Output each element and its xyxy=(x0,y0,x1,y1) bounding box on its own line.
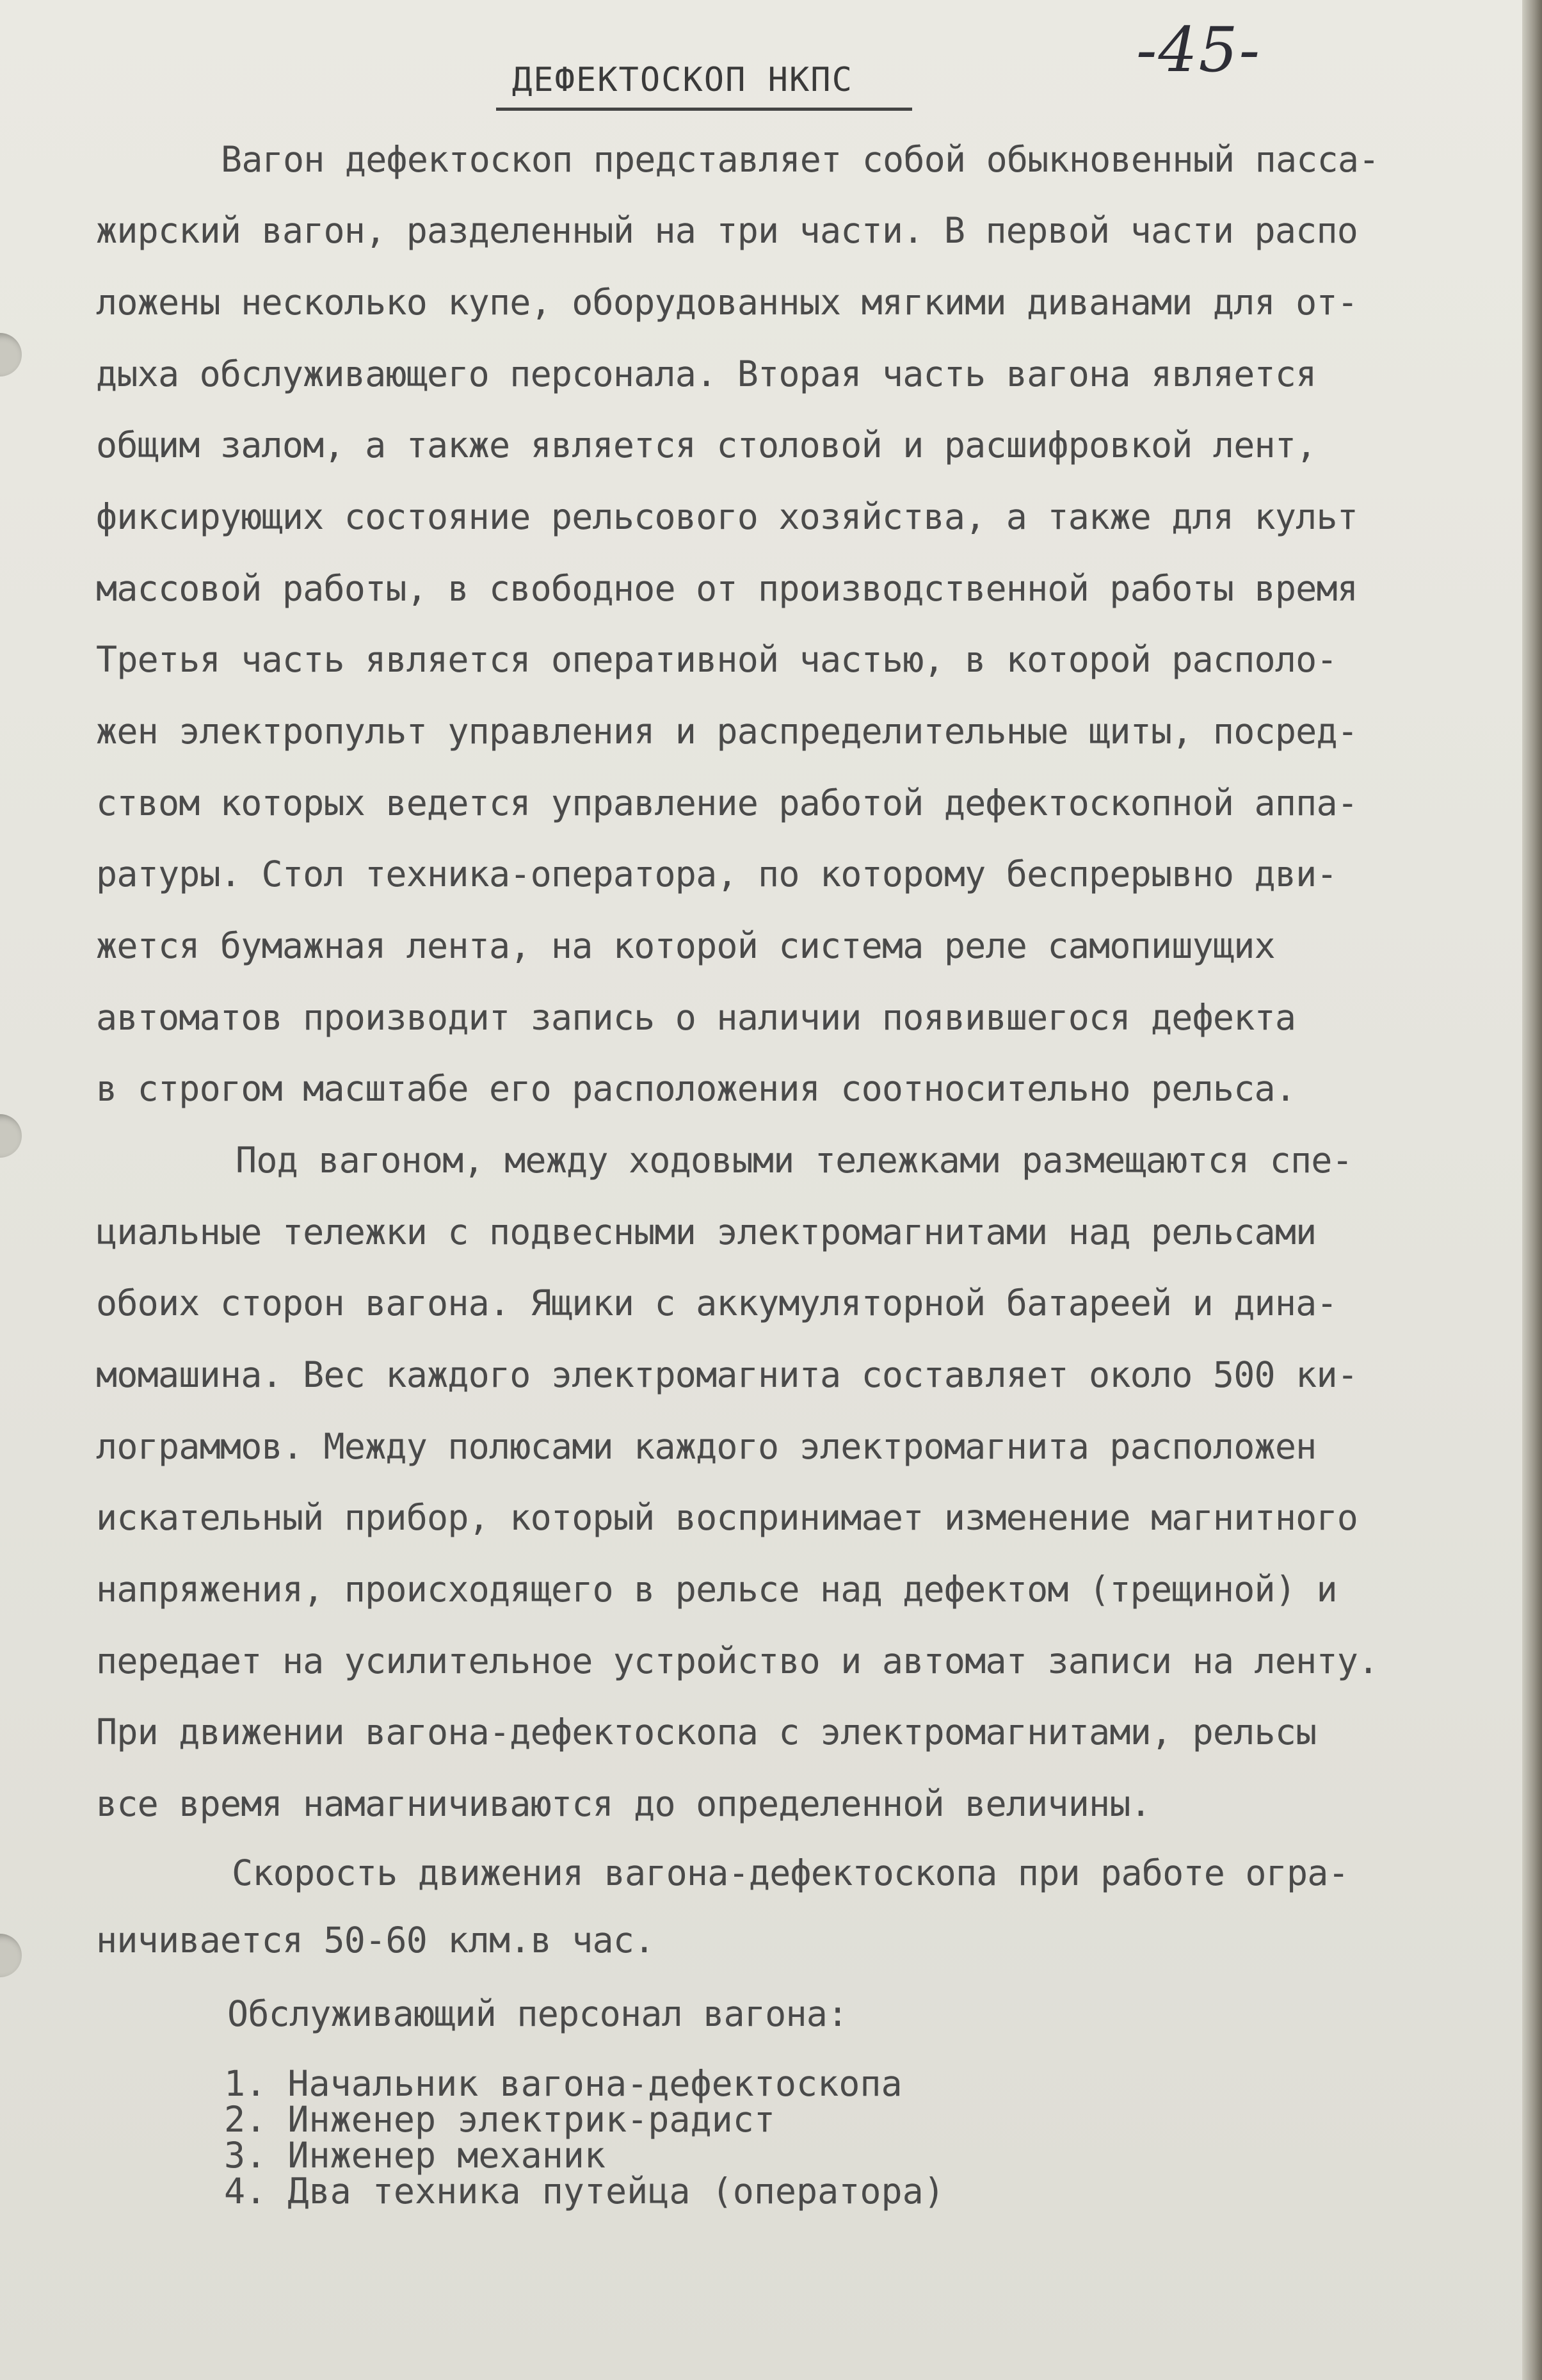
paragraph-2-line: Под вагоном, между ходовыми тележками размещаются спе- xyxy=(236,1140,1353,1181)
paragraph-1-line: ством которых ведется управление работой дефектоскопной аппа- xyxy=(96,782,1358,823)
staff-list-item: 3. Инженер механик xyxy=(224,2135,606,2176)
paragraph-1-line: в строгом масштабе его расположения соотносительно рельса. xyxy=(96,1068,1296,1109)
paragraph-1-line: жется бумажная лента, на которой система реле самопишущих xyxy=(96,925,1275,966)
binder-hole xyxy=(0,333,22,376)
paragraph-2-line: лограммов. Между полюсами каждого электромагнита расположен xyxy=(96,1426,1317,1467)
paragraph-3-line: Скорость движения вагона-дефектоскопа при работе огра- xyxy=(232,1852,1349,1893)
title-underline xyxy=(496,108,912,111)
paper-stack-edge xyxy=(1522,0,1542,2380)
paragraph-1-line: жен электропульт управления и распределительные щиты, посред- xyxy=(96,711,1358,752)
paragraph-1-line: общим залом, а также является столовой и расшифровкой лент, xyxy=(96,425,1317,465)
paragraph-2-line: момашина. Вес каждого электромагнита составляет около 500 ки- xyxy=(96,1354,1358,1395)
paragraph-1-line: жирский вагон, разделенный на три части. В первой части распо xyxy=(96,210,1358,251)
paragraph-2-line: напряжения, происходящего в рельсе над дефектом (трещиной) и xyxy=(96,1569,1337,1610)
paragraph-2-line: циальные тележки с подвесными электромагнитами над рельсами xyxy=(96,1211,1317,1252)
binder-hole xyxy=(0,1934,22,1977)
paragraph-1-line: дыха обслуживающего персонала. Вторая часть вагона является xyxy=(96,353,1317,394)
staff-list-heading: Обслуживающий персонал вагона: xyxy=(227,1993,848,2034)
paragraph-1-line: Вагон дефектоскоп представляет собой обыкновенный пасса- xyxy=(221,139,1379,180)
paragraph-1-line: ратуры. Стол техника-оператора, по которому беспрерывно дви- xyxy=(96,854,1337,895)
paragraph-2-line: обоих сторон вагона. Ящики с аккумуляторной батареей и дина- xyxy=(96,1283,1337,1324)
paragraph-3-line: ничивается 50-60 клм.в час. xyxy=(96,1920,655,1961)
staff-list-item: 4. Два техника путейца (оператора) xyxy=(224,2171,945,2212)
paragraph-2-line: искательный прибор, который воспринимает изменение магнитного xyxy=(96,1497,1358,1538)
binder-hole xyxy=(0,1114,22,1158)
paragraph-1-line: Третья часть является оперативной частью, в которой располо- xyxy=(96,639,1337,680)
staff-list-item: 2. Инженер электрик-радист xyxy=(224,2099,775,2140)
paragraph-2-line: все время намагничиваются до определенной величины. xyxy=(96,1783,1151,1824)
paragraph-2-line: При движении вагона-дефектоскопа с электромагнитами, рельсы xyxy=(96,1712,1317,1753)
document-title: ДЕФЕКТОСКОП НКПС xyxy=(512,61,853,99)
paragraph-1-line: фиксирующих состояние рельсового хозяйства, а также для культ xyxy=(96,496,1358,537)
paragraph-1-line: автоматов производит запись о наличии появившегося дефекта xyxy=(96,997,1296,1038)
paragraph-1-line: массовой работы, в свободное от производственной работы время xyxy=(96,568,1358,609)
staff-list-item: 1. Начальник вагона-дефектоскопа xyxy=(224,2063,903,2104)
paragraph-2-line: передает на усилительное устройство и автомат записи на ленту. xyxy=(96,1640,1379,1681)
paragraph-1-line: ложены несколько купе, оборудованных мягкими диванами для от- xyxy=(96,282,1358,323)
page-number: -45- xyxy=(1136,14,1262,86)
